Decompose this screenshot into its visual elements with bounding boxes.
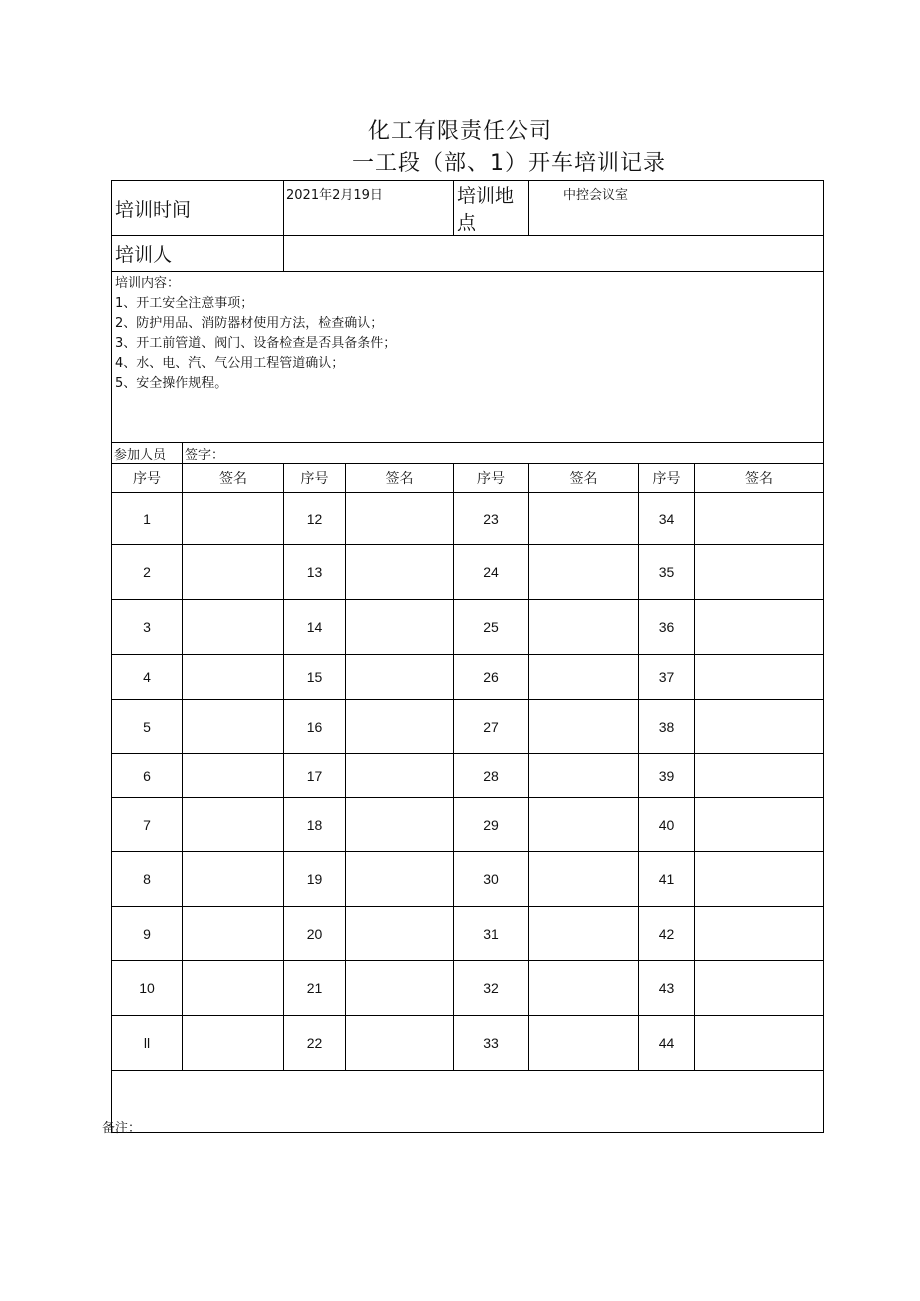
seq-cell: 44 [639, 1016, 695, 1071]
signature-cell[interactable] [346, 852, 454, 907]
signature-cell[interactable] [346, 493, 454, 545]
signature-cell[interactable] [346, 1016, 454, 1071]
seq-cell: 7 [112, 798, 183, 852]
seq-cell: 42 [639, 907, 695, 961]
signature-cell[interactable] [695, 1016, 824, 1071]
signature-cell[interactable] [346, 600, 454, 655]
training-location-label: 培训地点 [454, 181, 529, 236]
header-sign: 签名 [183, 464, 284, 493]
content-item: 1、开工安全注意事项； [115, 296, 254, 311]
table-row [112, 798, 824, 852]
participants-row [112, 443, 824, 464]
training-location-value[interactable]: 中控会议室 [529, 181, 824, 236]
signature-cell[interactable] [183, 493, 284, 545]
seq-cell: 24 [454, 545, 529, 600]
blank-cell[interactable] [112, 1071, 824, 1133]
content-row [112, 272, 824, 443]
signature-cell[interactable] [183, 1016, 284, 1071]
seq-cell: 25 [454, 600, 529, 655]
header-seq: 序号 [112, 464, 183, 493]
training-content [112, 272, 824, 443]
seq-cell: 28 [454, 754, 529, 798]
table-row [112, 754, 824, 798]
signature-cell[interactable] [346, 798, 454, 852]
seq-cell: 20 [284, 907, 346, 961]
table-row [112, 700, 824, 754]
signature-cell[interactable] [346, 545, 454, 600]
info-row-trainer [112, 236, 824, 272]
seq-cell: 31 [454, 907, 529, 961]
signature-cell[interactable] [695, 907, 824, 961]
remark-label: 备注： [102, 1121, 142, 1136]
table-row [112, 493, 824, 545]
seq-cell: 38 [639, 700, 695, 754]
signature-cell[interactable] [346, 907, 454, 961]
signature-cell[interactable] [695, 961, 824, 1016]
training-time-label: 培训时间 [112, 181, 284, 236]
seq-cell: 3 [112, 600, 183, 655]
table-row [112, 600, 824, 655]
seq-cell: ll [112, 1016, 183, 1071]
seq-cell: 40 [639, 798, 695, 852]
seq-cell: 17 [284, 754, 346, 798]
seq-cell: 34 [639, 493, 695, 545]
seq-cell: 27 [454, 700, 529, 754]
content-item: 4、水、电、汽、气公用工程管道确认； [115, 356, 345, 371]
blank-footer-row [112, 1071, 824, 1133]
signature-cell[interactable] [183, 600, 284, 655]
trainer-value[interactable] [284, 236, 824, 272]
seq-cell: 14 [284, 600, 346, 655]
content-item: 3、开工前管道、阀门、设备检查是否具备条件； [115, 336, 397, 351]
signature-cell[interactable] [529, 655, 639, 700]
signature-cell[interactable] [529, 545, 639, 600]
header-sign: 签名 [529, 464, 639, 493]
training-time-value[interactable]: 2021年2月19日 [284, 181, 454, 236]
seq-cell: 9 [112, 907, 183, 961]
signature-cell[interactable] [695, 493, 824, 545]
training-record-table [111, 180, 824, 1133]
header-seq: 序号 [454, 464, 529, 493]
seq-cell: 36 [639, 600, 695, 655]
signature-cell[interactable] [695, 852, 824, 907]
seq-cell: 19 [284, 852, 346, 907]
seq-cell: 4 [112, 655, 183, 700]
header-seq: 序号 [639, 464, 695, 493]
trainer-label: 培训人 [112, 236, 284, 272]
signature-cell[interactable] [695, 754, 824, 798]
signature-cell[interactable] [183, 655, 284, 700]
signature-cell[interactable] [695, 700, 824, 754]
signature-cell[interactable] [695, 655, 824, 700]
seq-cell: 18 [284, 798, 346, 852]
signature-cell[interactable] [183, 961, 284, 1016]
seq-cell: 16 [284, 700, 346, 754]
seq-cell: 23 [454, 493, 529, 545]
seq-cell: 22 [284, 1016, 346, 1071]
seq-cell: 26 [454, 655, 529, 700]
content-heading: 培训内容： [115, 276, 181, 291]
content-item: 2、防护用品、消防器材使用方法，检查确认； [115, 316, 384, 331]
signature-cell[interactable] [529, 961, 639, 1016]
seq-cell: 5 [112, 700, 183, 754]
signature-cell[interactable] [346, 655, 454, 700]
signature-cell[interactable] [183, 798, 284, 852]
form-title: 一工段（部、1）开车培训记录 [352, 151, 666, 176]
header-sign: 签名 [695, 464, 824, 493]
sign-table-header [112, 464, 824, 493]
seq-cell: 6 [112, 754, 183, 798]
table-row [112, 907, 824, 961]
signature-cell[interactable] [529, 852, 639, 907]
signature-cell[interactable] [183, 700, 284, 754]
company-name: 化工有限责任公司 [368, 119, 553, 144]
signature-cell[interactable] [529, 700, 639, 754]
signature-cell[interactable] [183, 852, 284, 907]
table-row [112, 961, 824, 1016]
seq-cell: 37 [639, 655, 695, 700]
signature-cell[interactable] [529, 600, 639, 655]
table-row [112, 655, 824, 700]
signature-cell[interactable] [529, 754, 639, 798]
signature-cell[interactable] [529, 1016, 639, 1071]
header-seq: 序号 [284, 464, 346, 493]
seq-cell: 35 [639, 545, 695, 600]
seq-cell: 13 [284, 545, 346, 600]
signature-cell[interactable] [529, 798, 639, 852]
seq-cell: 32 [454, 961, 529, 1016]
content-item: 5、安全操作规程。 [115, 376, 228, 391]
seq-cell: 29 [454, 798, 529, 852]
table-row [112, 852, 824, 907]
signature-cell[interactable] [695, 545, 824, 600]
signature-cell[interactable] [183, 907, 284, 961]
signature-cell[interactable] [183, 545, 284, 600]
seq-cell: 8 [112, 852, 183, 907]
info-row-time [112, 181, 824, 236]
seq-cell: 30 [454, 852, 529, 907]
participants-label: 参加人员 [112, 443, 183, 464]
signature-cell[interactable] [695, 798, 824, 852]
table-row [112, 1016, 824, 1071]
seq-cell: 2 [112, 545, 183, 600]
seq-cell: 41 [639, 852, 695, 907]
signature-cell[interactable] [529, 493, 639, 545]
seq-cell: 33 [454, 1016, 529, 1071]
seq-cell: 10 [112, 961, 183, 1016]
signature-cell[interactable] [346, 961, 454, 1016]
seq-cell: 1 [112, 493, 183, 545]
seq-cell: 43 [639, 961, 695, 1016]
seq-cell: 15 [284, 655, 346, 700]
signature-cell[interactable] [183, 754, 284, 798]
signature-cell[interactable] [695, 600, 824, 655]
signature-cell[interactable] [529, 907, 639, 961]
seq-cell: 39 [639, 754, 695, 798]
table-row [112, 545, 824, 600]
seq-cell: 21 [284, 961, 346, 1016]
signature-cell[interactable] [346, 754, 454, 798]
header-sign: 签名 [346, 464, 454, 493]
signature-cell[interactable] [346, 700, 454, 754]
seq-cell: 12 [284, 493, 346, 545]
sign-label: 签字： [183, 443, 824, 464]
